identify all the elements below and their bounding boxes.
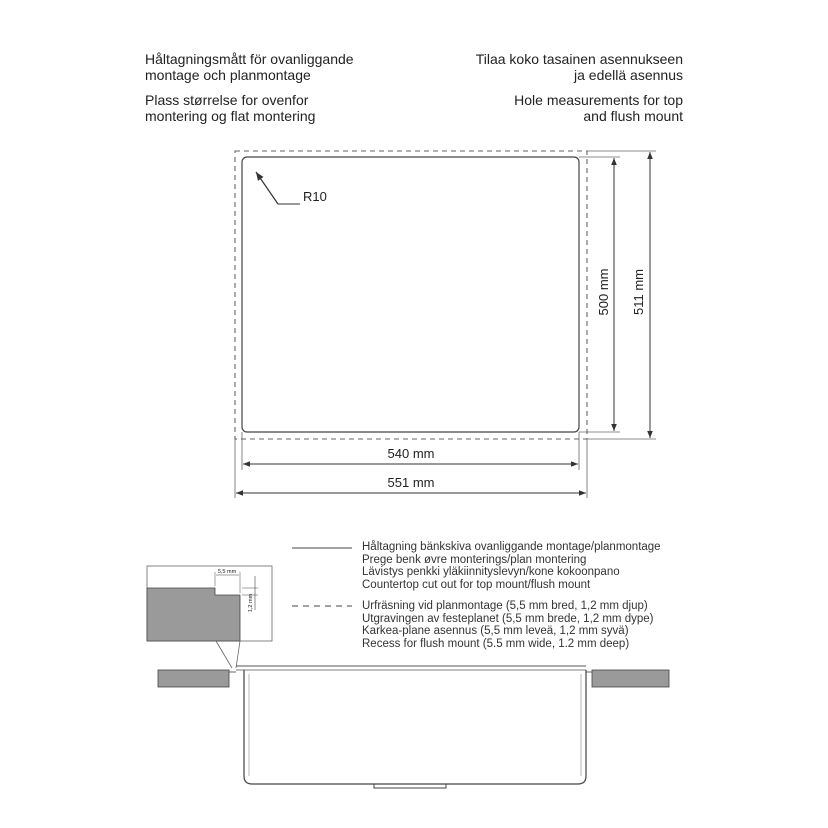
countertop-section bbox=[158, 666, 669, 687]
legend-dashed-text bbox=[362, 600, 653, 650]
recess-outline bbox=[235, 151, 587, 439]
sink-bowl bbox=[244, 670, 586, 788]
heading-swedish-line-1: Håltagningsmått för ovanliggande bbox=[145, 51, 354, 67]
radius-arrow bbox=[256, 172, 278, 204]
recess-depth-label: 1,2 mm bbox=[248, 593, 254, 613]
recess-detail-inset bbox=[147, 566, 272, 668]
legend-solid-line-4: Countertop cut out for top mount/flush mount bbox=[362, 578, 591, 591]
legend-solid-text bbox=[362, 541, 661, 591]
cutout-outline bbox=[242, 157, 579, 432]
countertop-right bbox=[592, 670, 669, 687]
inner-height-label: 500 mm bbox=[596, 268, 611, 316]
legend-solid-line-2: Prege benk øvre monterings/plan montering bbox=[362, 553, 587, 566]
heading-swedish-line-2: montage och planmontage bbox=[145, 67, 311, 83]
countertop-left bbox=[158, 670, 229, 687]
heading-norwegian-line-2: montering og flat montering bbox=[145, 108, 316, 124]
inner-width-label: 540 mm bbox=[387, 446, 435, 461]
legend-solid-line-3: Lävistys penkki yläkiinnityslevyn/kone kokoonpano bbox=[362, 566, 620, 579]
outer-width-label: 551 mm bbox=[387, 475, 435, 490]
heading-finnish-line-1: Tilaa koko tasainen asennukseen bbox=[475, 51, 683, 67]
radius-label: R10 bbox=[303, 189, 327, 204]
heading-norwegian-line-1: Plass størrelse for ovenfor bbox=[145, 92, 309, 108]
legend-dashed-line-4: Recess for flush mount (5.5 mm wide, 1.2 mm deep) bbox=[362, 637, 630, 650]
legend-dashed-line-3: Karkea-plane asennus (5,5 mm leveä, 1,2 mm syvä) bbox=[362, 625, 629, 638]
outer-height-label: 511 mm bbox=[631, 269, 646, 315]
heading-english-line-1: Hole measurements for top bbox=[514, 92, 683, 108]
legend-dashed-line-1: Urfräsning vid planmontage (5,5 mm bred, 1,2 mm djup) bbox=[362, 600, 648, 612]
legend-dashed-line-2: Utgravingen av festeplanet (5,5 mm brede, 1,2 mm dype) bbox=[362, 612, 654, 625]
recess-width-label: 5,5 mm bbox=[217, 569, 237, 575]
legend-solid-line-1: Håltagning bänkskiva ovanliggande montage/planmontage bbox=[362, 541, 661, 553]
heading-finnish-line-2: ja edellä asennus bbox=[574, 67, 683, 83]
heading-english-line-2: and flush mount bbox=[583, 108, 683, 124]
